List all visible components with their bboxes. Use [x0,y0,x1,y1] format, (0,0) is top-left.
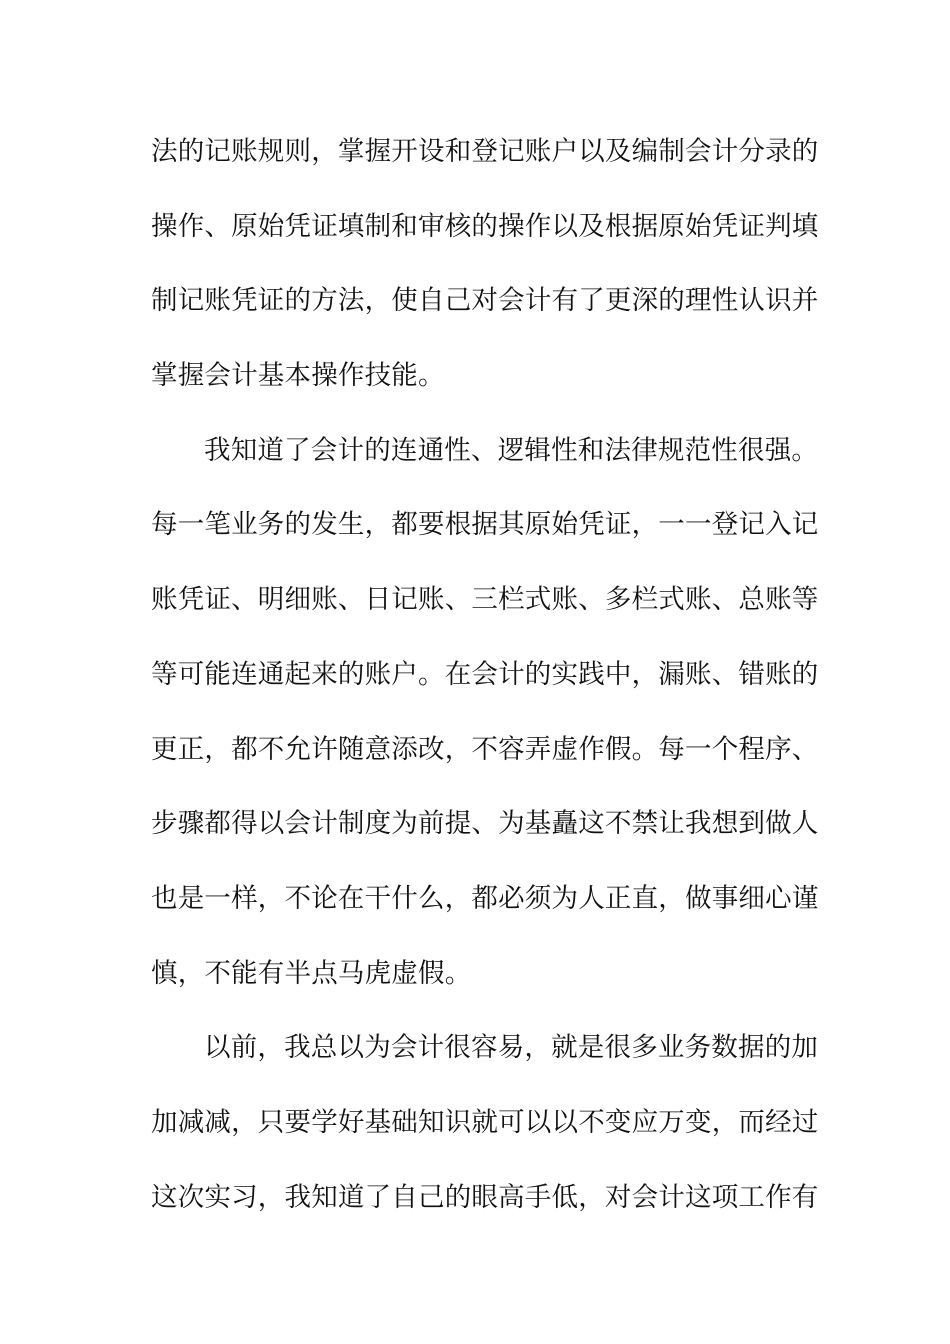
text-line-7: 账凭证、明细账、日记账、三栏式账、多栏式账、总账等 [151,584,819,616]
body-text [151,128,819,1248]
text-line-5: 我知道了会计的连通性、逻辑性和法律规范性很强。 [204,434,819,466]
text-line-10: 步骤都得以会计制度为前提、为基矗这不禁让我想到做人 [151,808,819,840]
text-line-8: 等可能连通起来的账户。在会计的实践中，漏账、错账的 [151,658,819,690]
text-line-9: 更正，都不允许随意添改，不容弄虚作假。每一个程序、 [151,733,819,765]
text-line-11: 也是一样，不论在干什么，都必须为人正直，做事细心谨 [151,882,819,914]
text-line-14: 加减减，只要学好基础知识就可以以不变应万变，而经过 [151,1106,819,1138]
text-line-4: 掌握会计基本操作技能。 [151,360,445,392]
text-line-1: 法的记账规则，掌握开设和登记账户以及编制会计分录的 [151,136,819,167]
text-line-13: 以前，我总以为会计很容易，就是很多业务数据的加 [204,1032,819,1064]
text-line-2: 操作、原始凭证填制和审核的操作以及根据原始凭证判填 [151,210,819,242]
text-line-15: 这次实习，我知道了自己的眼高手低，对会计这项工作有 [151,1181,819,1213]
text-line-6: 每一笔业务的发生，都要根据其原始凭证，一一登记入记 [151,509,819,541]
text-line-12: 慎，不能有半点马虎虚假。 [151,957,472,989]
text-line-3: 制记账凭证的方法，使自己对会计有了更深的理性认识并 [151,285,819,317]
